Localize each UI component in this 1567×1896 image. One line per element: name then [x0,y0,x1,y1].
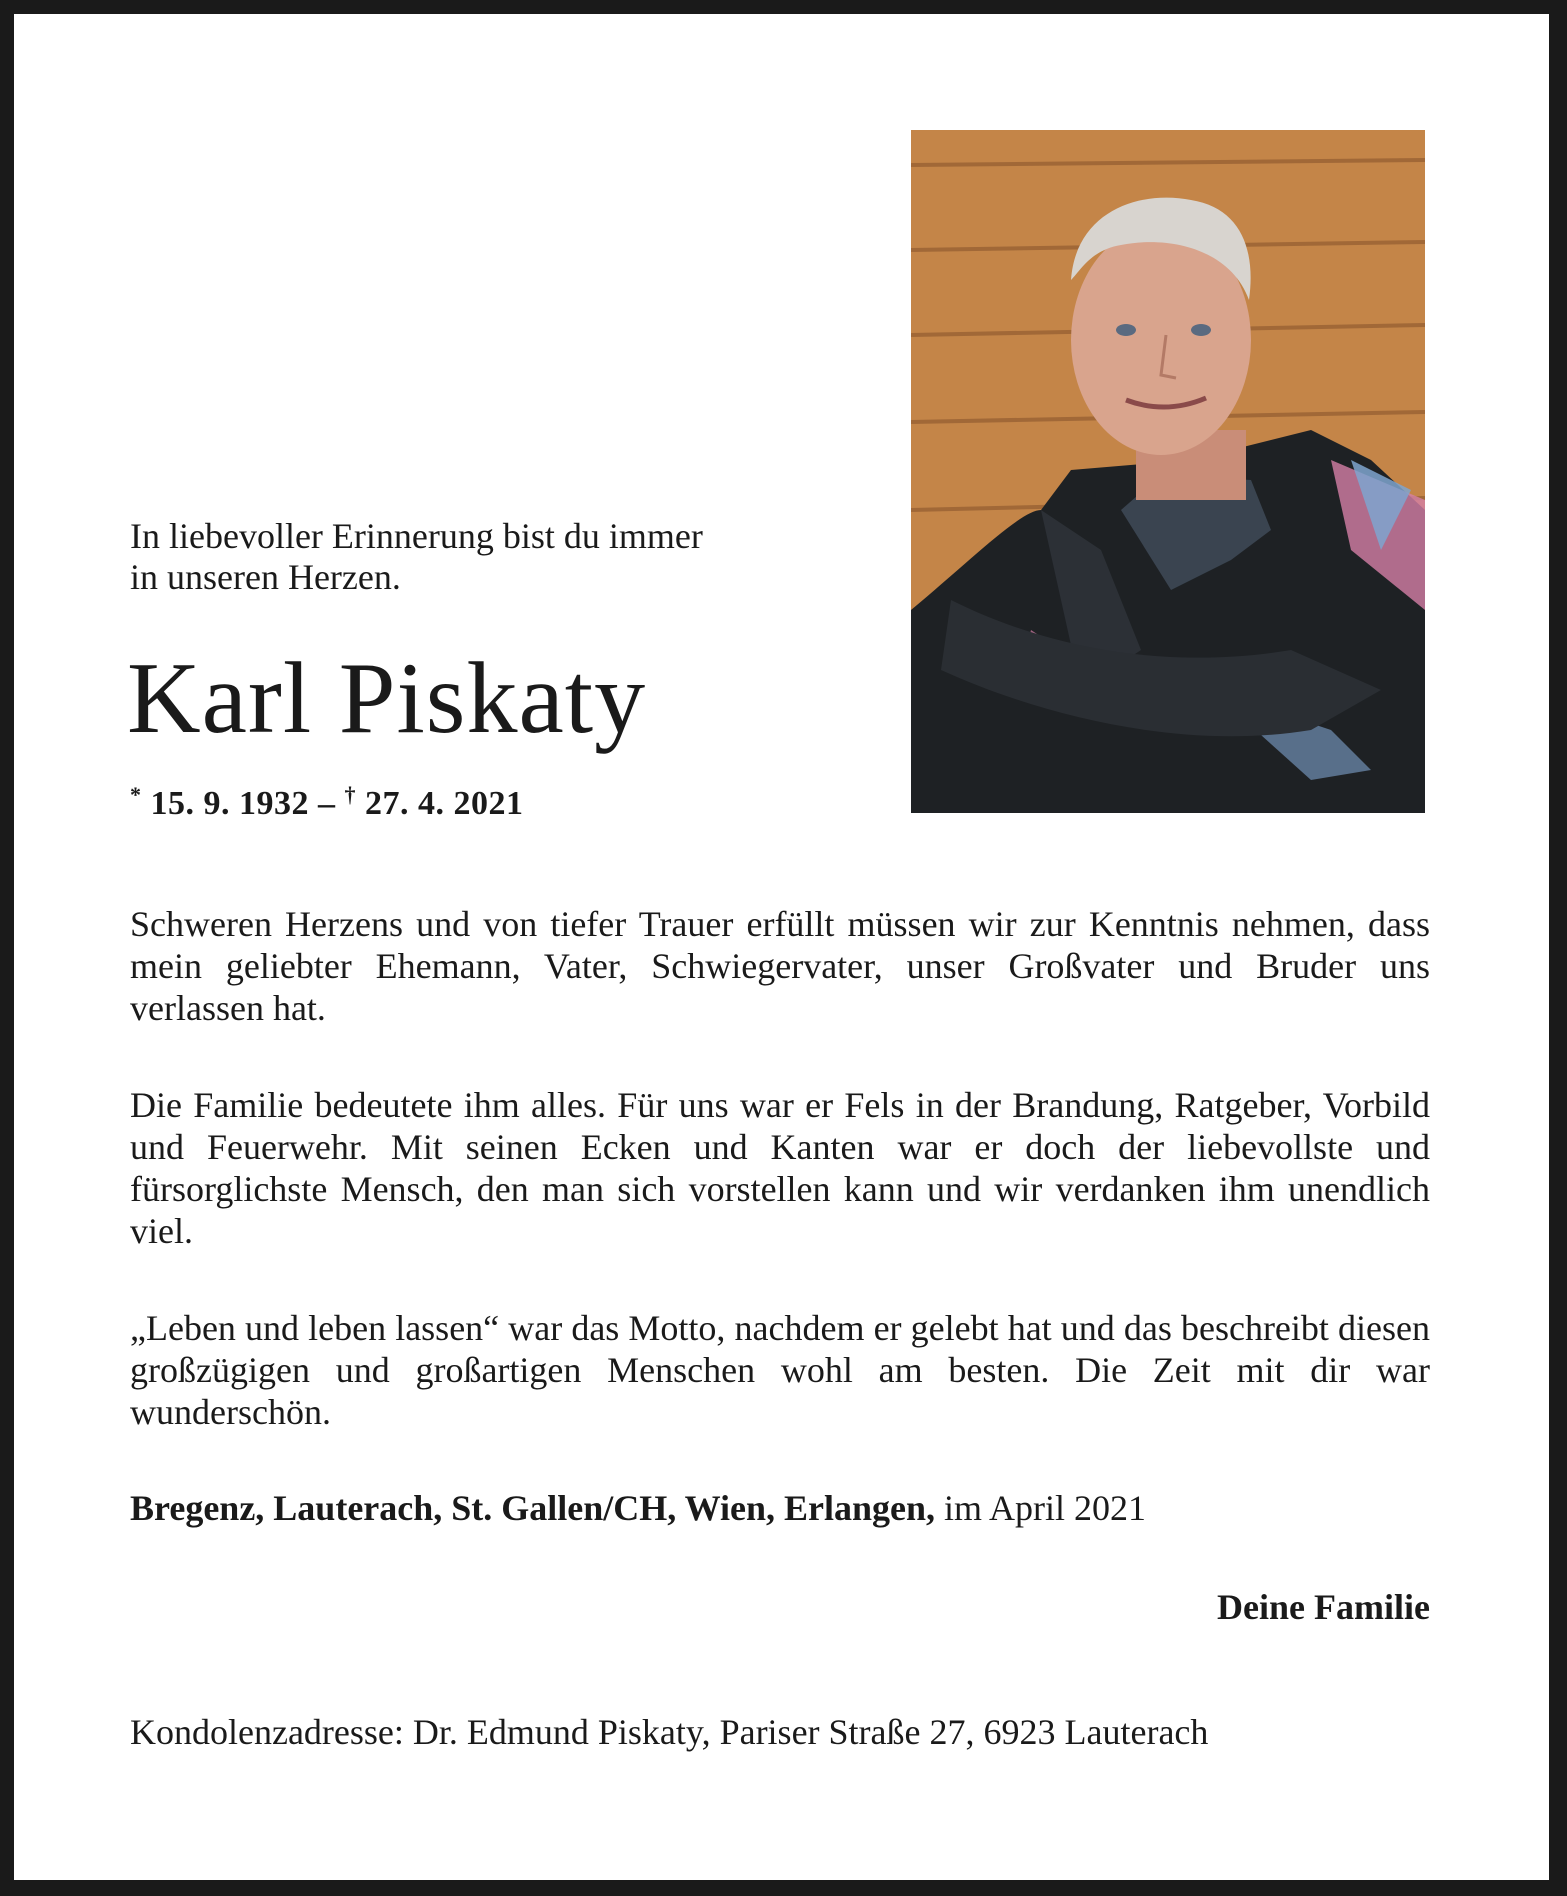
signoff: Deine Familie [1217,1587,1430,1627]
paragraph-mourning: Schweren Herzens und von tiefer Trauer erfüllt müssen wir zur Kenntnis nehmen, dass mein geliebter Ehemann, Vater, Schwiegervater, unser Großvater und Bruder uns verlassen hat. [130,904,1430,1028]
birth-date: 15. 9. 1932 [150,785,309,822]
place-date: im April 2021 [935,1488,1147,1528]
death-symbol: † [344,782,356,807]
left-eye [1116,324,1136,336]
intro-dedication [130,516,850,598]
right-eye [1191,324,1211,336]
intro-line-1: In liebevoller Erinnerung bist du immer [130,516,703,556]
condolence-address: Kondolenzadresse: Dr. Edmund Piskaty, Pariser Straße 27, 6923 Lauterach [130,1712,1209,1752]
date-separator: – [309,785,345,822]
obituary-card [14,14,1549,1880]
birth-symbol: * [130,782,142,807]
intro-line-2: in unseren Herzen. [130,557,401,597]
paragraph-family: Die Familie bedeutete ihm alles. Für uns war er Fels in der Brandung, Ratgeber, Vorbild und Feuerwehr. Mit seinen Ecken und Kanten war er doch der liebevollste und fürsorglichste Mensch, den man sich vorstellen kann und wir verdanken ihm unendlich viel. [130,1085,1430,1251]
life-dates [130,782,524,823]
deceased-name: Karl Piskaty [127,642,647,755]
portrait-photo [911,130,1425,813]
paragraph-motto: „Leben und leben lassen“ war das Motto, nachdem er gelebt hat und das beschreibt diesen großzügigen und großartigen Menschen wohl am besten. Die Zeit mit dir war wunderschön. [130,1308,1430,1432]
places-list: Bregenz, Lauterach, St. Gallen/CH, Wien, Erlangen, [130,1488,936,1528]
portrait-illustration [911,130,1425,813]
places-and-date [130,1487,1430,1529]
death-date: 27. 4. 2021 [365,785,524,822]
